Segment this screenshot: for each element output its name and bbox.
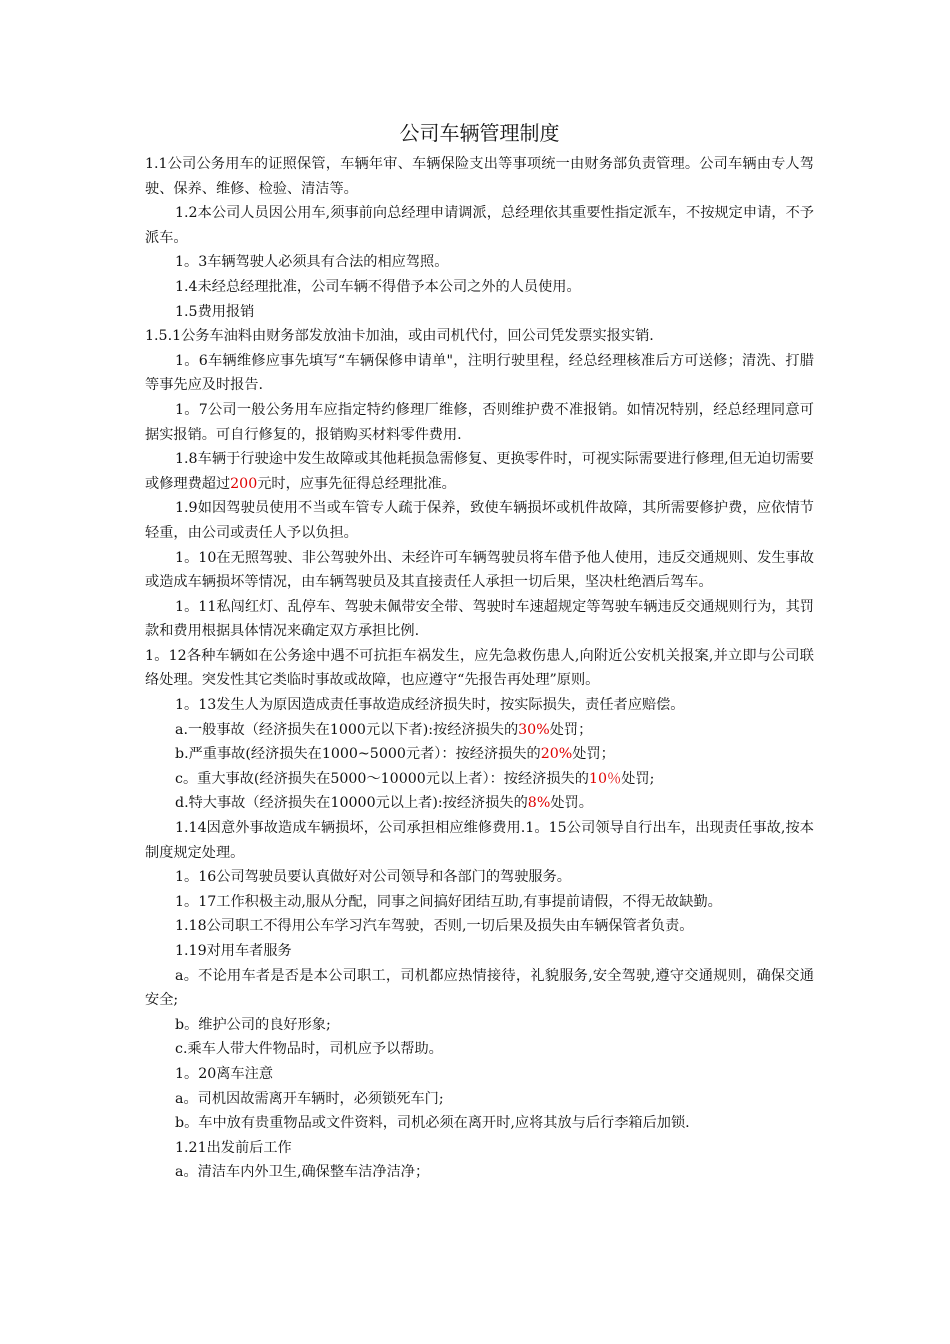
paragraph-text: 1。16公司驾驶员要认真做好对公司领导和各部门的驾驶服务。 bbox=[175, 869, 571, 886]
paragraph bbox=[145, 718, 814, 743]
paragraph bbox=[145, 496, 814, 545]
paragraph bbox=[145, 595, 814, 644]
paragraph-text: d.特大事故（经济损失在10000元以上者):按经济损失的 bbox=[175, 795, 528, 812]
paragraph bbox=[145, 201, 814, 250]
highlighted-value: 20% bbox=[540, 746, 573, 763]
paragraph-text: 1.1公司公务用车的证照保管，车辆年审、车辆保险支出等事项统一由财务部负责管理。公司车辆由专人驾驶、保养、维修、检验、清洁等。 bbox=[145, 156, 814, 197]
paragraph-text: 处罚； bbox=[572, 746, 615, 763]
paragraph bbox=[145, 1111, 814, 1136]
paragraph-text: a。不论用车者是否是本公司职工，司机都应热情接待，礼貌服务,安全驾驶,遵守交通规则，确保交通安全; bbox=[145, 967, 814, 1009]
paragraph-text: a.一般事故（经济损失在1000元以下者):按经济损失的 bbox=[175, 721, 519, 738]
paragraph-text: 1.18公司职工不得用公车学习汽车驾驶，否则,一切后果及损失由车辆保管者负责。 bbox=[175, 918, 694, 935]
paragraph bbox=[145, 865, 814, 890]
highlighted-value: 200 bbox=[230, 475, 258, 492]
paragraph-text: 1。3车辆驾驶人必须具有合法的相应驾照。 bbox=[175, 254, 449, 271]
paragraph bbox=[145, 1136, 814, 1161]
paragraph bbox=[145, 767, 814, 792]
paragraph bbox=[145, 1037, 814, 1062]
paragraph bbox=[145, 693, 814, 718]
paragraph-text: 1。6车辆维修应事先填写“车辆保修申请单"，注明行驶里程，经总经理核准后方可送修；清洗、打腊等事先应及时报告. bbox=[145, 352, 814, 394]
paragraph-text: 1。13发生人为原因造成责任事故造成经济损失时，按实际损失，责任者应赔偿。 bbox=[175, 697, 685, 714]
paragraph-text: 1。12各种车辆如在公务途中遇不可抗拒车祸发生，应先急救伤患人,向附近公安机关报案,并立即与公司联络处理。突发性其它类临时事故或故障，也应遵守“先报告再处理”原则。 bbox=[145, 647, 814, 689]
paragraph-text: 1.8车辆于行驶途中发生故障或其他耗损急需修复、更换零件时，可视实际需要进行修理,但无迫切需要或修理费超过 bbox=[145, 451, 814, 492]
paragraph-text: 1.5费用报销 bbox=[175, 303, 255, 320]
paragraph-text: 元时，应事先征得总经理批准。 bbox=[257, 475, 456, 492]
paragraph-text: 1。7公司一般公务用车应指定特约修理厂维修，否则维护费不准报销。如情况特别，经总经理同意可据实报销。可自行修复的，报销购买材料零件费用. bbox=[145, 401, 814, 443]
paragraph bbox=[145, 914, 814, 939]
paragraph-text: c.乘车人带大件物品时，司机应予以帮助。 bbox=[175, 1041, 443, 1058]
paragraph bbox=[145, 742, 814, 767]
document-title: 公司车辆管理制度 bbox=[399, 121, 560, 145]
paragraph-text: 1.4未经总经理批准，公司车辆不得借予本公司之外的人员使用。 bbox=[175, 278, 581, 295]
paragraph-text: c。重大事故(经济损失在5000～10000元以上者）：按经济损失的 bbox=[175, 770, 589, 787]
paragraph bbox=[145, 816, 814, 865]
paragraph bbox=[145, 791, 814, 816]
paragraph-text: 处罚； bbox=[549, 721, 593, 738]
paragraph bbox=[145, 398, 814, 447]
paragraph bbox=[145, 349, 814, 398]
highlighted-value: 8% bbox=[527, 795, 551, 812]
paragraph bbox=[145, 447, 814, 496]
paragraph bbox=[145, 152, 814, 201]
paragraph-text: 1.19对用车者服务 bbox=[175, 943, 292, 959]
paragraph bbox=[145, 644, 814, 693]
paragraph bbox=[145, 964, 814, 1013]
paragraph bbox=[145, 1087, 814, 1112]
paragraph bbox=[145, 1062, 814, 1087]
paragraph bbox=[145, 250, 814, 275]
paragraph-text: 1.5.1公务车油料由财务部发放油卡加油，或由司机代付，回公司凭发票实报实销. bbox=[145, 328, 654, 345]
paragraph-text: 1。11私闯红灯、乱停车、驾驶未佩带安全带、驾驶时车速超规定等驾驶车辆违反交通规则行为，其罚款和费用根据具体情况来确定双方承担比例. bbox=[145, 598, 814, 640]
paragraph-text: b.严重事故(经济损失在1000~5000元者）：按经济损失的 bbox=[175, 746, 541, 763]
paragraph bbox=[145, 275, 814, 300]
paragraph-text: b。车中放有贵重物品或文件资料，司机必须在离开时,应将其放与后行李箱后加锁. bbox=[175, 1115, 690, 1132]
paragraph-text: 1。10在无照驾驶、非公驾驶外出、未经许可车辆驾驶员将车借予他人使用，违反交通规则、发生事故或造成车辆损坏等情况，由车辆驾驶员及其直接责任人承担一切后果，坚决杜绝酒后驾车。 bbox=[145, 549, 814, 591]
paragraph bbox=[145, 939, 814, 964]
paragraph bbox=[145, 324, 814, 349]
paragraph-text: 1.14因意外事故造成车辆损坏，公司承担相应维修费用.1。15公司领导自行出车，出现责任事故,按本制度规定处理。 bbox=[145, 820, 814, 861]
paragraph bbox=[145, 1013, 814, 1038]
highlighted-value: 10％ bbox=[588, 770, 622, 787]
paragraph-text: 1.21出发前后工作 bbox=[175, 1139, 292, 1156]
document-body bbox=[145, 152, 814, 1185]
paragraph-text: b。维护公司的良好形象; bbox=[175, 1016, 331, 1033]
highlighted-value: 30% bbox=[518, 721, 550, 738]
paragraph-text: 处罚。 bbox=[550, 795, 593, 812]
paragraph bbox=[145, 890, 814, 915]
paragraph bbox=[145, 300, 814, 325]
paragraph bbox=[145, 546, 814, 595]
paragraph-text: 1。20离车注意 bbox=[175, 1065, 274, 1082]
paragraph-text: 1.9如因驾驶员使用不当或车管专人疏于保养，致使车辆损坏或机件故障，其所需要修护费，应依情节轻重，由公司或责任人予以负担。 bbox=[145, 500, 814, 541]
paragraph-text: 1.2本公司人员因公用车,须事前向总经理申请调派，总经理依其重要性指定派车，不按规定申请，不予派车。 bbox=[145, 205, 814, 246]
paragraph-text: a。清洁车内外卫生,确保整车洁净洁净； bbox=[175, 1164, 430, 1181]
paragraph-text: 1。17工作积极主动,服从分配，同事之间搞好团结互助,有事提前请假，不得无故缺勤。 bbox=[175, 893, 722, 910]
paragraph-text: 处罚; bbox=[621, 770, 655, 787]
paragraph-text: a。司机因故需离开车辆时，必须锁死车门; bbox=[175, 1090, 444, 1107]
paragraph bbox=[145, 1160, 814, 1185]
